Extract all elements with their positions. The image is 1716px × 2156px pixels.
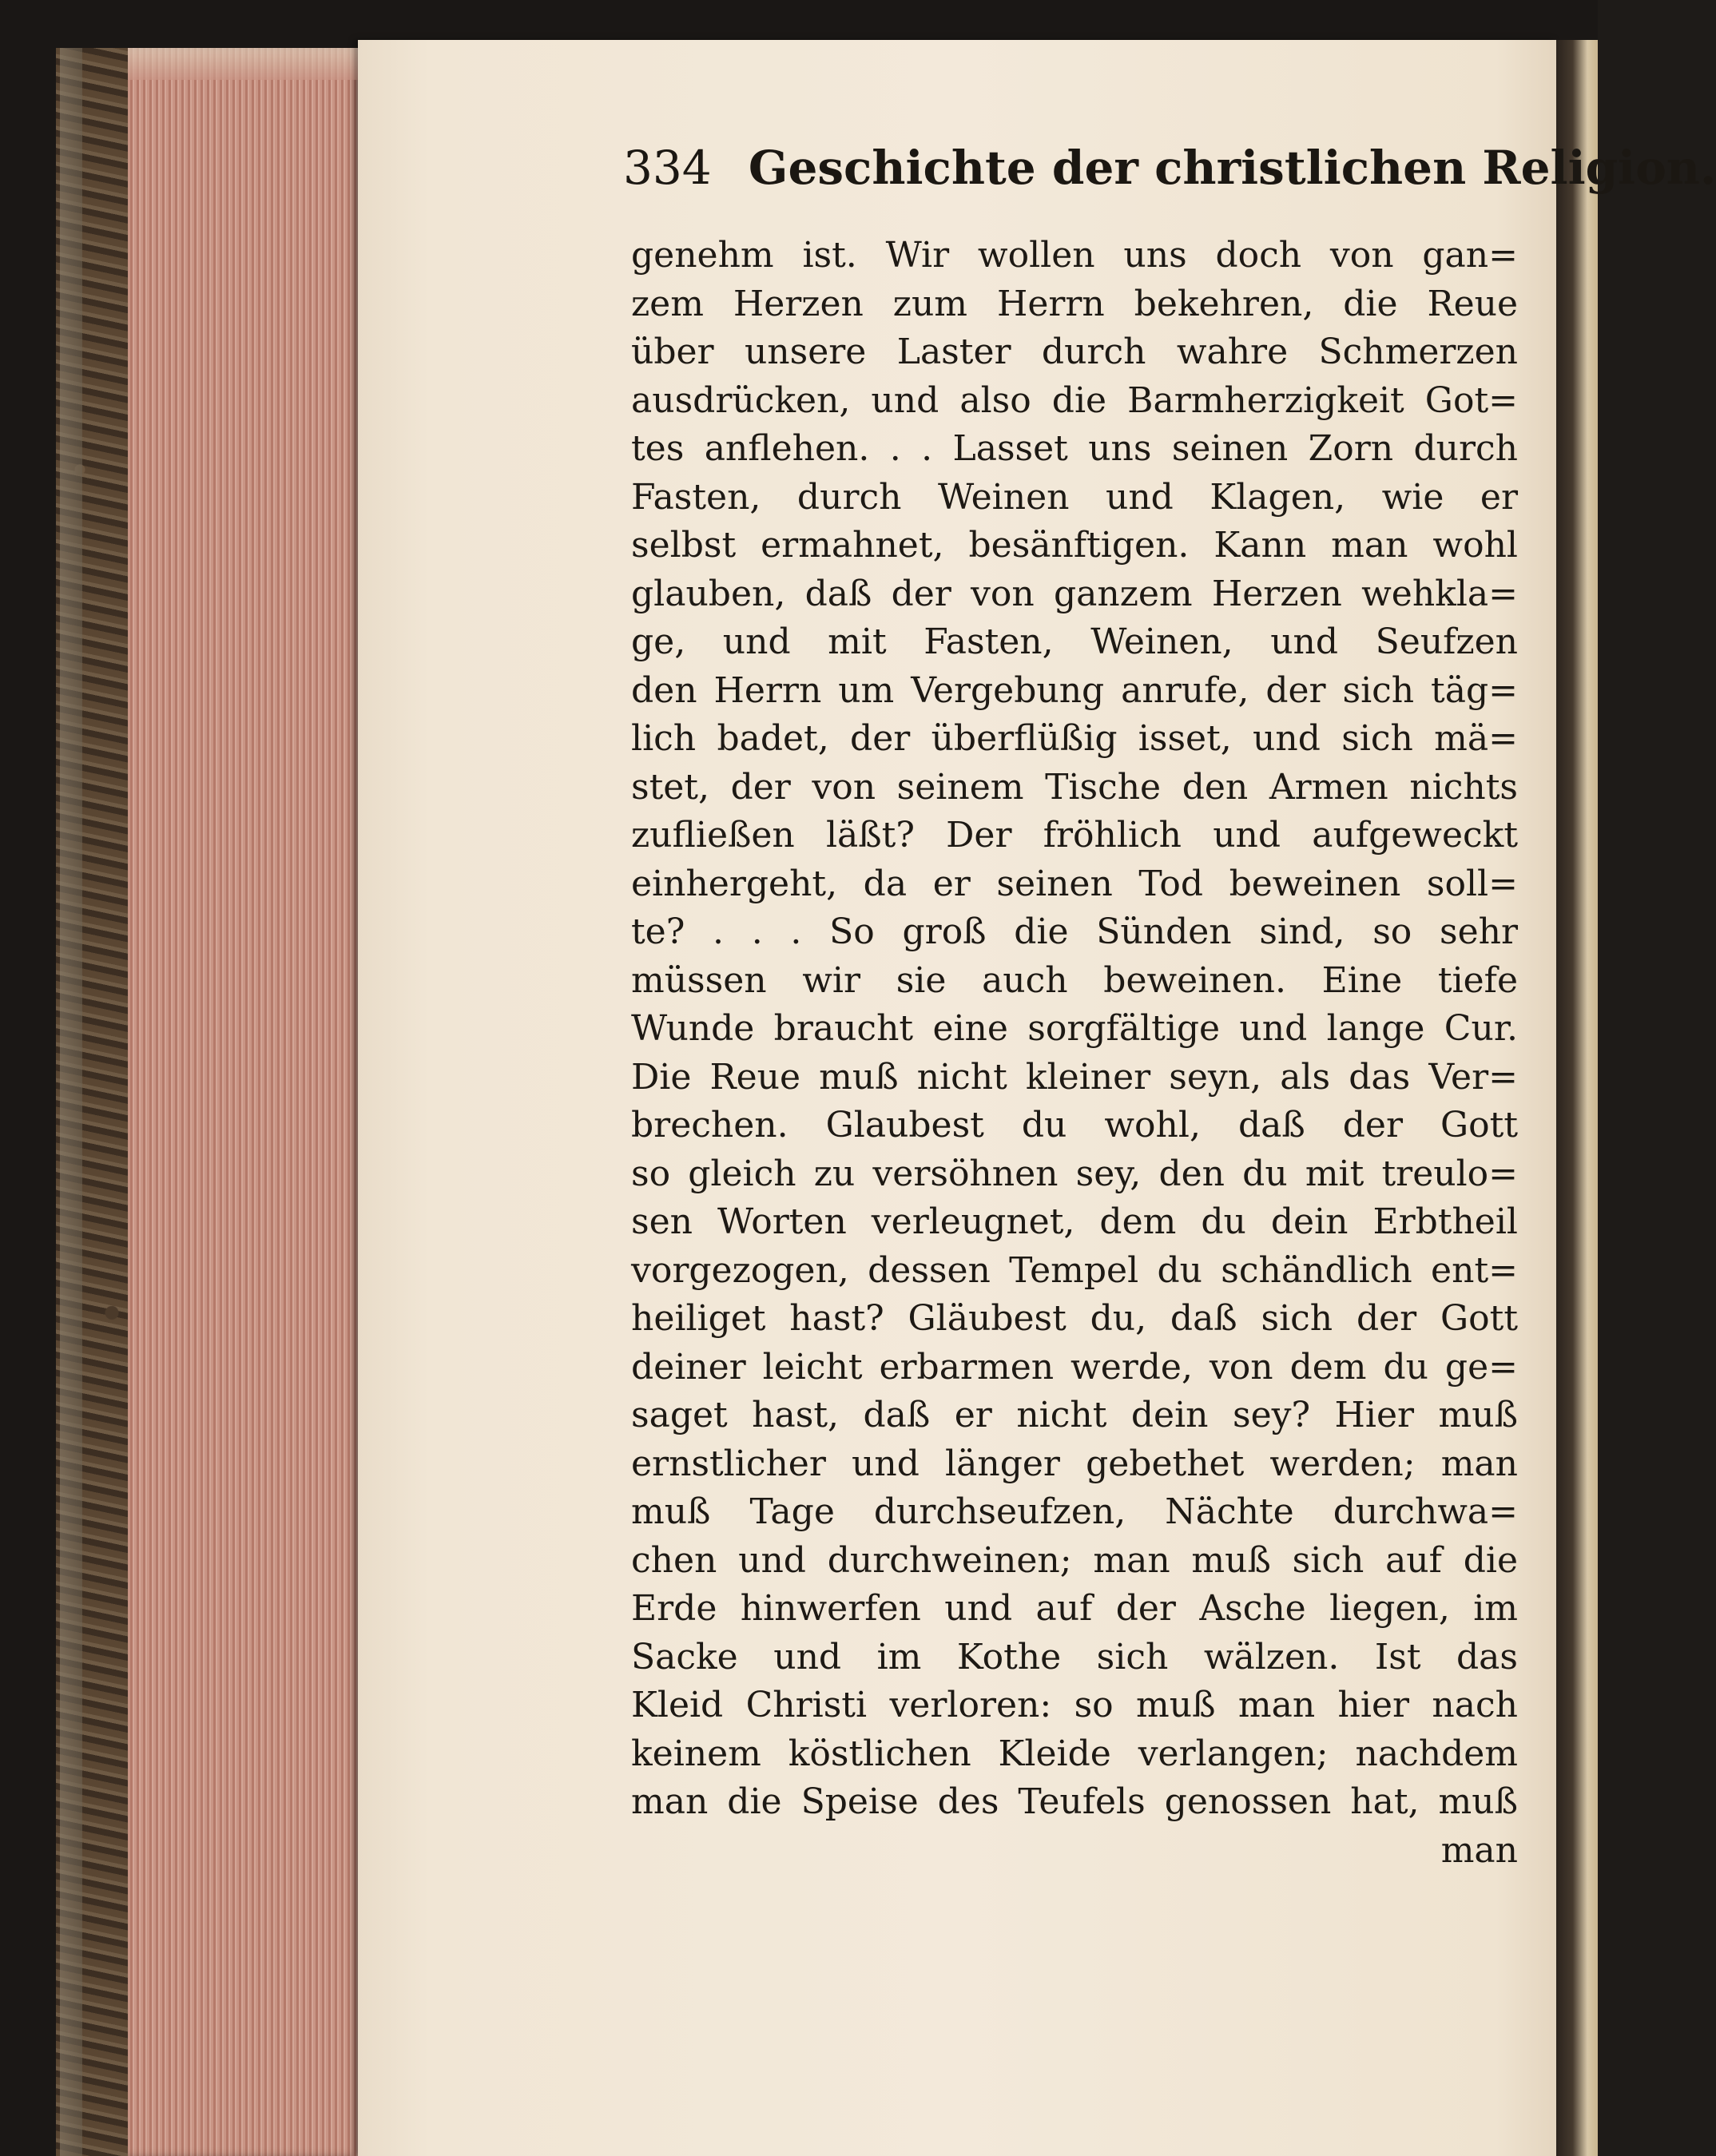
text-line: Wunde braucht eine sorgfältige und lange Cur. [631, 1008, 1518, 1049]
facing-page-edge [1556, 40, 1598, 2156]
page-number: 334 [623, 141, 712, 195]
page-edge-top [128, 48, 359, 80]
text-line: tes anflehen. . . Lasset uns seinen Zorn durch [631, 428, 1518, 469]
text-line: so gleich zu versöhnen sey, den du mit treulo= [631, 1153, 1518, 1194]
cover-spine-strip [60, 48, 82, 2156]
running-title: Geschichte der christlichen Religion. [748, 141, 1716, 195]
text-line: vorgezogen, dessen Tempel du schändlich ent= [631, 1249, 1518, 1291]
text-line: Die Reue muß nicht kleiner seyn, als das Ver= [631, 1056, 1518, 1098]
text-line: Erde hinwerfen und auf der Asche liegen, im [631, 1588, 1518, 1629]
text-line: einhergeht, da er seinen Tod beweinen soll= [631, 863, 1518, 904]
text-line: den Herrn um Vergebung anrufe, der sich täg= [631, 669, 1518, 711]
text-line: te? . . . So groß die Sünden sind, so sehr [631, 911, 1518, 952]
text-line: brechen. Glaubest du wohl, daß der Gott [631, 1105, 1518, 1145]
page-fore-edge [128, 48, 359, 2156]
text-line: genehm ist. Wir wollen uns doch von gan= [631, 235, 1518, 276]
text-line: lich badet, der überflüßig isset, und sich mä= [631, 718, 1518, 759]
text-line: deiner leicht erbarmen werde, von dem du ge= [631, 1346, 1518, 1388]
text-line: ge, und mit Fasten, Weinen, und Seufzen [631, 621, 1518, 662]
text-line: heiliget hast? Gläubest du, daß sich der Gott [631, 1298, 1518, 1339]
text-line: Sacke und im Kothe sich wälzen. Ist das [631, 1636, 1518, 1678]
text-line: Kleid Christi verloren: so muß man hier nach [631, 1685, 1518, 1725]
body-text [631, 232, 1518, 1875]
text-line: Fasten, durch Weinen und Klagen, wie er [631, 476, 1518, 518]
text-line: muß Tage durchseufzen, Nächte durchwa= [631, 1491, 1518, 1532]
text-line: glauben, daß der von ganzem Herzen wehkla= [631, 573, 1518, 614]
text-line: müssen wir sie auch beweinen. Eine tiefe [631, 959, 1518, 1001]
text-line: selbst ermahnet, besänftigen. Kann man wohl [631, 525, 1518, 566]
show-through-marginalia [471, 1566, 567, 1596]
catchword: man [1440, 1829, 1518, 1871]
text-line: ausdrücken, und also die Barmherzigkeit Got= [631, 379, 1518, 421]
text-line: zufließen läßt? Der fröhlich und aufgeweckt [631, 815, 1518, 856]
text-line: ernstlicher und länger gebethet werden; man [631, 1443, 1518, 1484]
text-line: zem Herzen zum Herrn bekehren, die Reue [631, 283, 1518, 324]
page-header [623, 136, 1716, 200]
text-line: sen Worten verleugnet, dem du dein Erbtheil [631, 1201, 1518, 1242]
text-line: stet, der von seinem Tische den Armen nichts [631, 766, 1518, 808]
text-line: saget hast, daß er nicht dein sey? Hier muß [631, 1395, 1518, 1435]
text-line: chen und durchweinen; man muß sich auf die [631, 1539, 1518, 1581]
text-line: man die Speise des Teufels genossen hat, muß [631, 1781, 1518, 1822]
text-line: keinem köstlichen Kleide verlangen; nachdem [631, 1733, 1518, 1774]
text-line: über unsere Laster durch wahre Schmerzen [631, 332, 1518, 372]
